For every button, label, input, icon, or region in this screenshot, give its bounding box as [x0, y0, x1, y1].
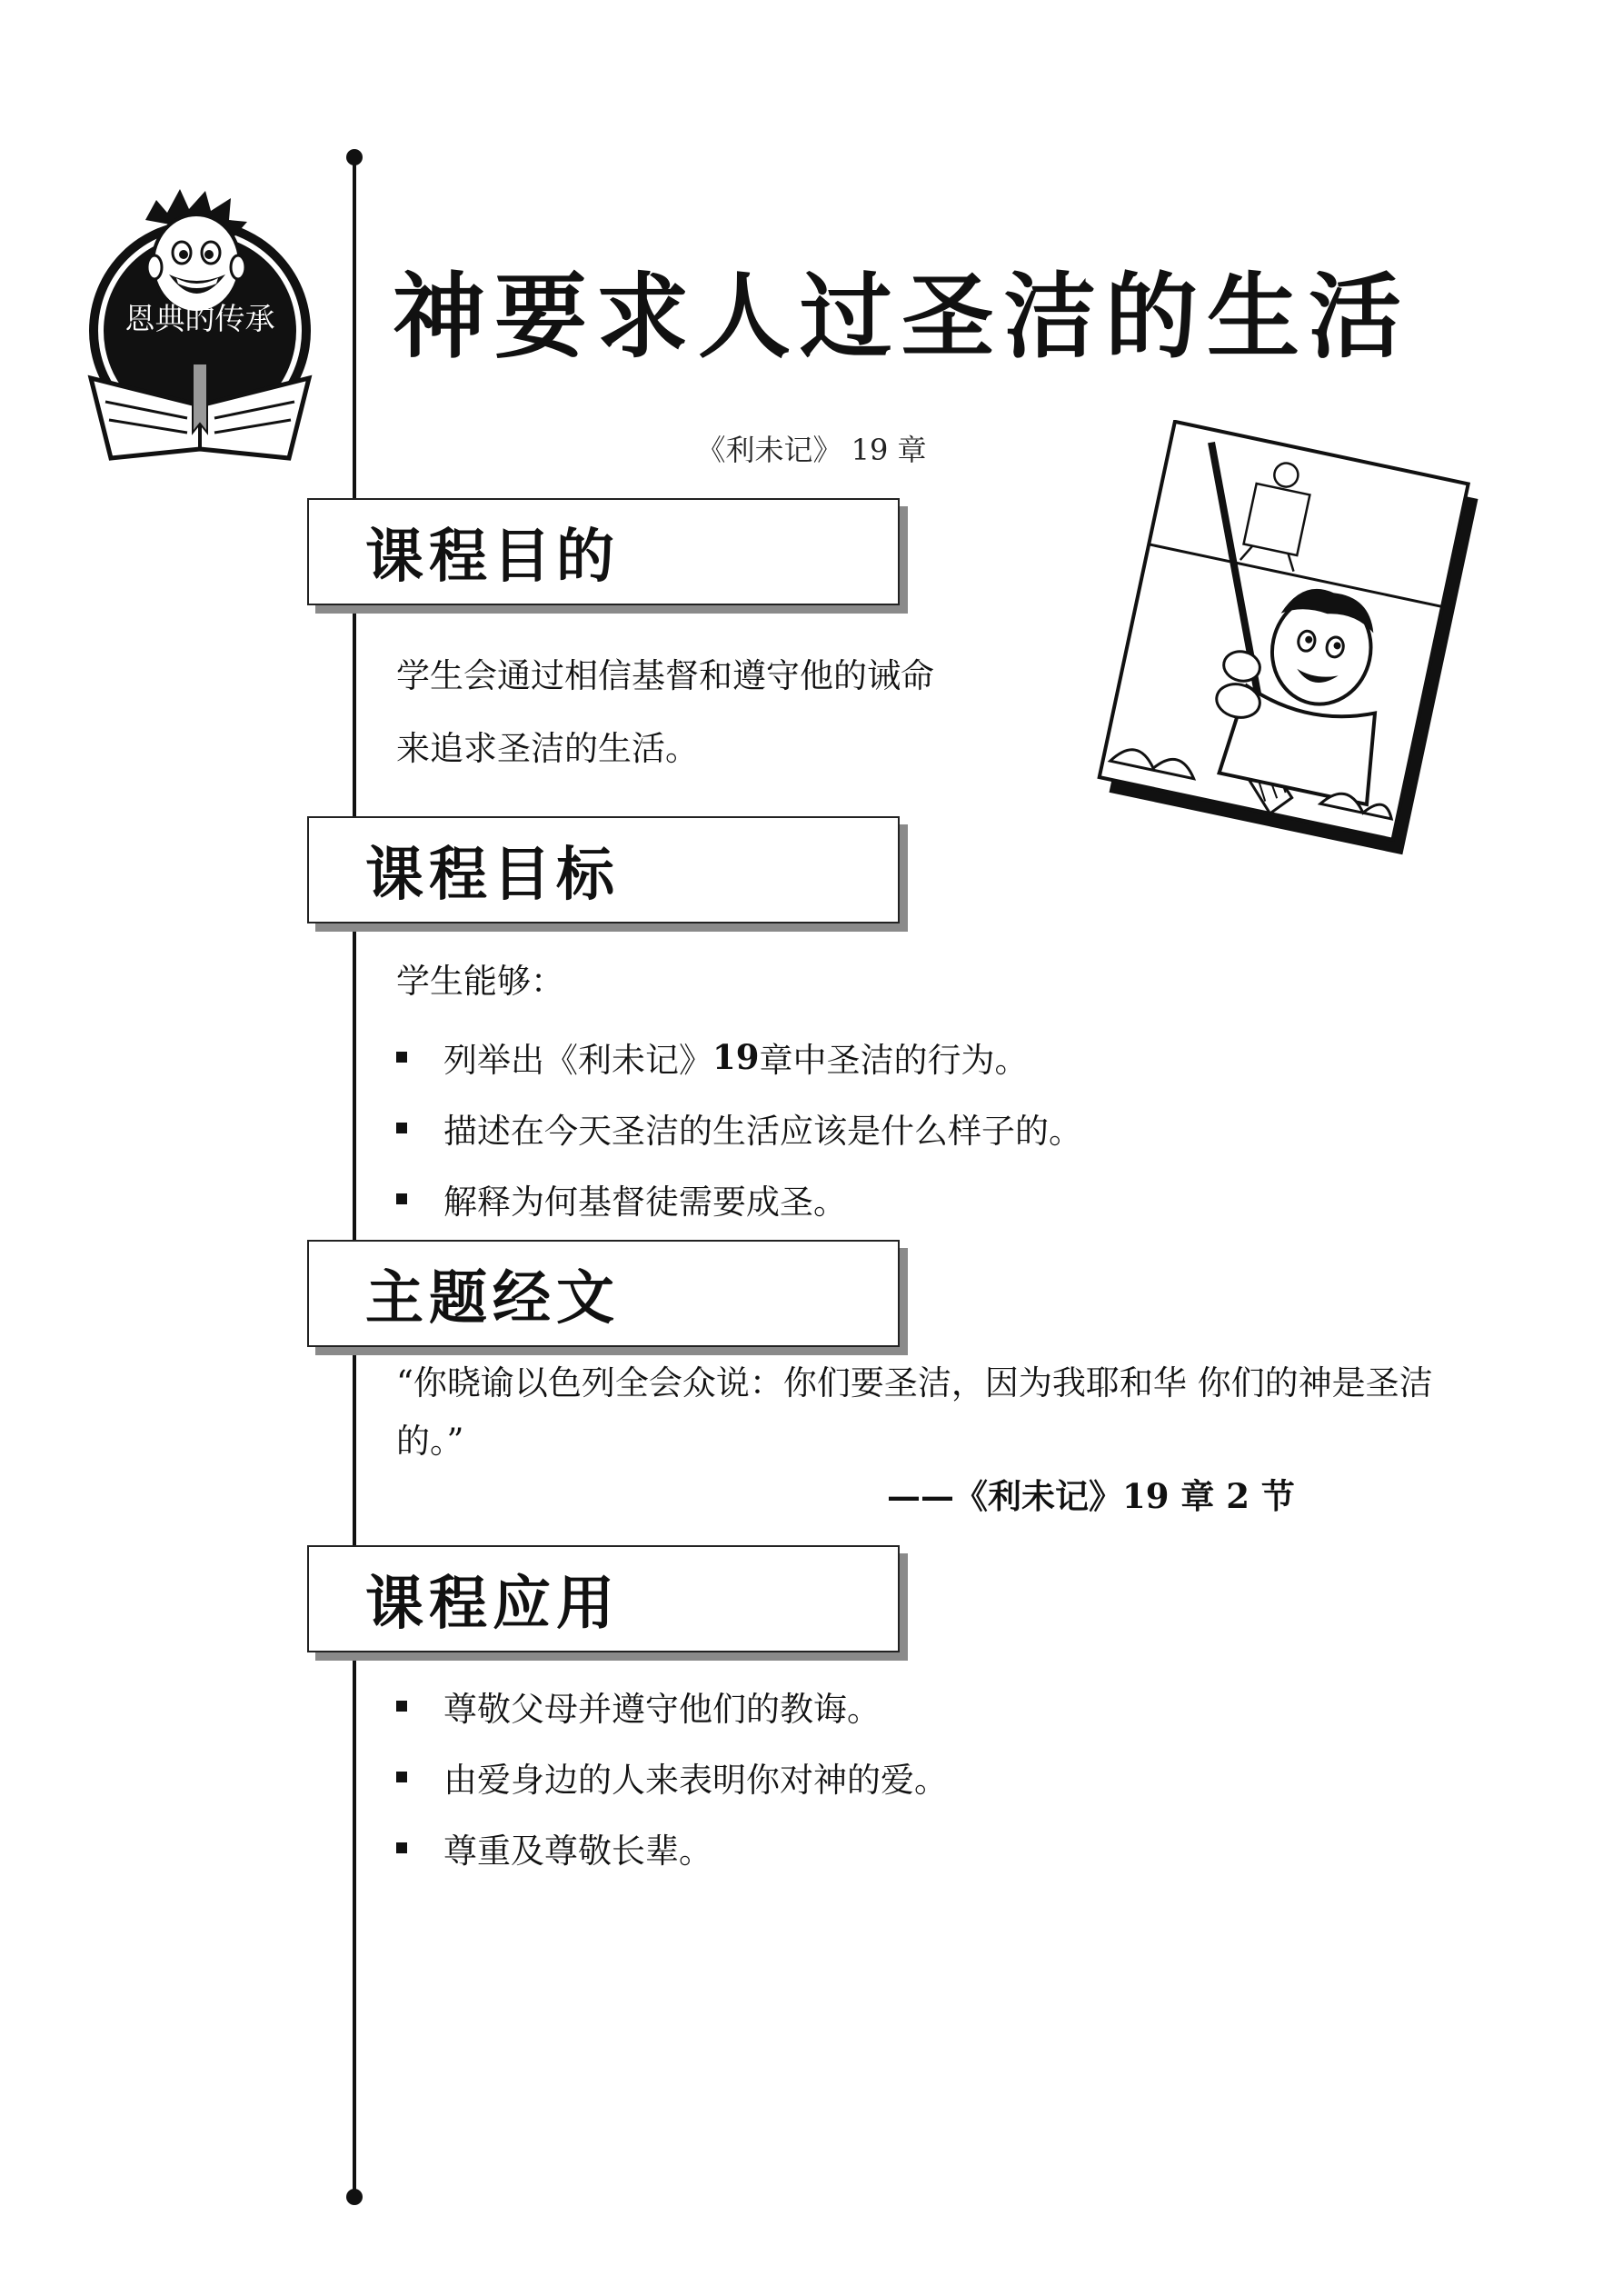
goal-item-3: 解释为何基督徒需要成圣。: [443, 1183, 847, 1222]
timeline-dot-bottom: [346, 2189, 363, 2205]
bullet-square-icon: [396, 1193, 407, 1204]
goal-item-1-before: 列举出《利未记》: [443, 1041, 712, 1080]
application-item-3: 尊重及尊敬长辈。: [443, 1832, 712, 1871]
logo-text: 恩典的传承: [124, 301, 275, 336]
goal-item-1-number: 19: [712, 1037, 760, 1077]
bullet-square-icon: [396, 1772, 407, 1782]
section-heading-goals: 课程目标: [307, 816, 900, 923]
goal-item-1-after: 章中圣洁的行为。: [759, 1041, 1029, 1080]
legacy-of-grace-logo: [78, 176, 324, 467]
purpose-line-1: 学生会通过相信基督和遵守他的诫命: [396, 656, 934, 695]
list-item: [396, 1022, 1082, 1093]
page-title: 神要求人过圣洁的生活: [393, 263, 1410, 372]
bullet-square-icon: [396, 1052, 407, 1063]
bullet-square-icon: [396, 1701, 407, 1712]
list-item: [396, 1812, 948, 1883]
goals-intro: 学生能够：: [396, 962, 564, 1001]
purpose-line-2: 来追求圣洁的生活。: [396, 729, 699, 768]
section-heading-key-verse: 主题经文: [307, 1240, 900, 1347]
list-item: [396, 1163, 1082, 1234]
application-item-2: 由爱身边的人来表明你对神的爱。: [443, 1761, 948, 1800]
application-item-1: 尊敬父母并遵守他们的教诲。: [443, 1690, 881, 1729]
bullet-square-icon: [396, 1842, 407, 1853]
boy-sweeping-illustration: [1089, 420, 1479, 856]
timeline-dot-top: [346, 149, 363, 165]
key-verse-reference: ——《利未记》19 章 2 节: [887, 1476, 1295, 1516]
list-item: [396, 1742, 948, 1812]
key-verse-text: “你晓谕以色列全会众说：你们要圣洁，因为我耶和华 你们的神是圣洁的。”: [396, 1363, 1433, 1461]
application-list: [396, 1671, 948, 1883]
goals-list: [396, 1022, 1082, 1234]
scripture-reference: 《利未记》 19 章: [696, 433, 927, 467]
goal-item-2: 描述在今天圣洁的生活应该是什么样子的。: [443, 1112, 1082, 1151]
section-heading-application: 课程应用: [307, 1545, 900, 1652]
bullet-square-icon: [396, 1123, 407, 1133]
list-item: [396, 1093, 1082, 1163]
section-heading-purpose: 课程目的: [307, 498, 900, 605]
list-item: [396, 1671, 948, 1742]
